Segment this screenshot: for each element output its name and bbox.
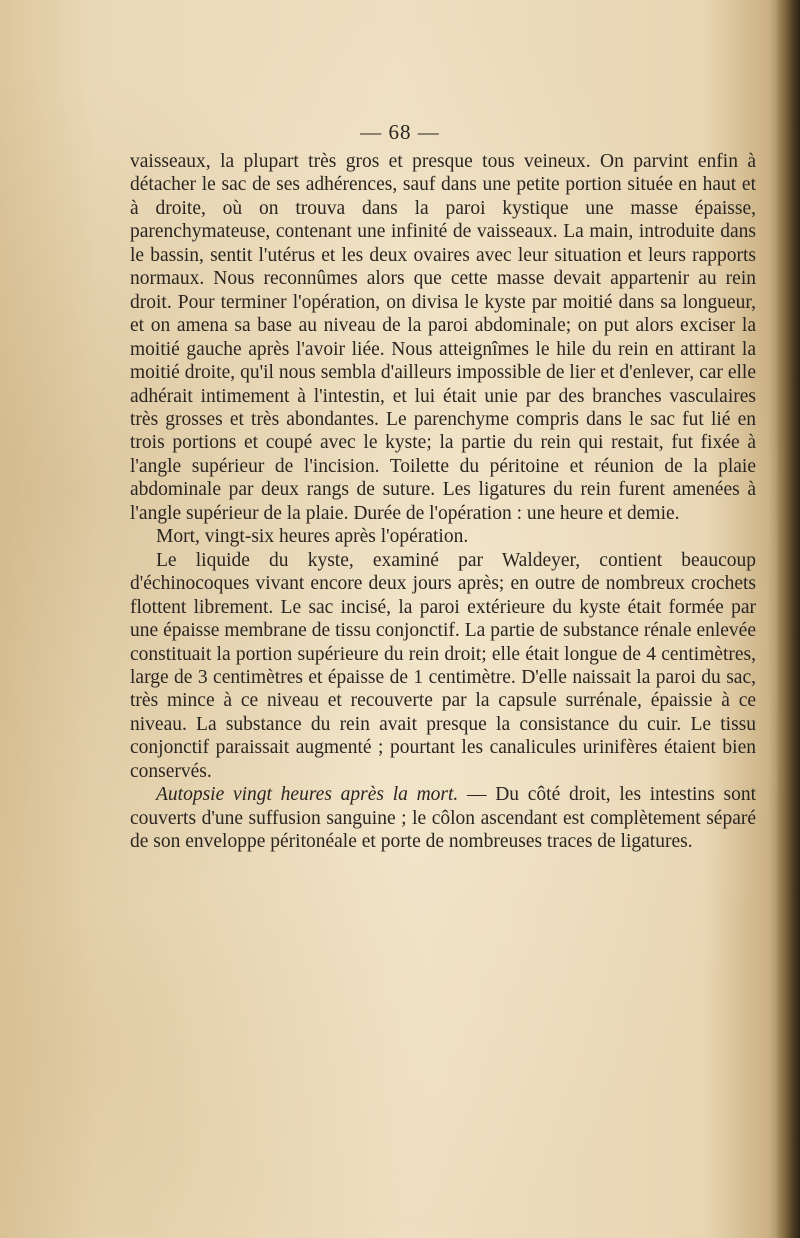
paragraph-autopsy xyxy=(130,783,756,853)
book-spine-shadow xyxy=(776,0,800,1238)
body-text xyxy=(130,150,756,854)
paragraph-cyst-analysis: Le liquide du kyste, examiné par Waldeyer, contient beaucoup d'échinocoques vivant encore deux jours après; en outre de nombreux crochets flottent librement. Le sac incisé, la paroi extérieure du kyste était formée par une épaisse membrane de tissu conjonctif. La partie de substance rénale enlevée constituait la portion supérieure du rein droit; elle était longue de 4 centimètres, large de 3 centimètres et épaisse de 1 centimètre. D'elle naissait la paroi du sac, très mince à ce niveau et recouverte par la capsule surrénale, épaissie à ce niveau. La substance du rein avait presque la consistance du cuir. Le tissu conjonctif paraissait augmenté ; pourtant les canalicules urinifères étaient bien conservés. xyxy=(130,549,756,782)
autopsy-text: — Du côté droit, les intestins sont couverts d'une suffusion sanguine ; le côlon ascendant est complètement séparé de son enveloppe péritonéale et porte de nombreuses traces de ligatures. xyxy=(130,784,756,853)
page-number: — 68 — xyxy=(360,120,440,144)
autopsy-heading: Autopsie vingt heures après la mort. xyxy=(156,784,459,806)
paragraph-operation: vaisseaux, la plupart très gros et presque tous veineux. On parvint enfin à détacher le sac de ses adhérences, sauf dans une petite portion située en haut et à droite, où on trouva dans la paroi kystique une masse épaisse, parenchymateuse, contenant une infinité de vaisseaux. La main, introduite dans le bassin, sentit l'utérus et les deux ovaires avec leur situation et leurs rapports normaux. Nous reconnûmes alors que cette masse devait appartenir au rein droit. Pour terminer l'opération, on divisa le kyste par moitié dans sa longueur, et on amena sa base au niveau de la paroi abdominale; on put alors exciser la moitié gauche après l'avoir liée. Nous atteignîmes le hile du rein en attirant la moitié droite, qu'il nous sembla d'ailleurs impossible de lier et d'enlever, car elle adhérait intimement à l'intestin, et lui était unie par des branches vasculaires très grosses et très abondantes. Le parenchyme compris dans le sac fut lié en trois portions et coupé avec le kyste; la partie du rein qui restait, fut fixée à l'angle supérieur de l'incision. Toilette du péritoine et réunion de la plaie abdominale par deux rangs de suture. Les ligatures du rein furent amenées à l'angle supérieur de la plaie. Durée de l'opération : une heure et demie. xyxy=(130,151,756,524)
paragraph-death: Mort, vingt-six heures après l'opération. xyxy=(156,526,469,548)
